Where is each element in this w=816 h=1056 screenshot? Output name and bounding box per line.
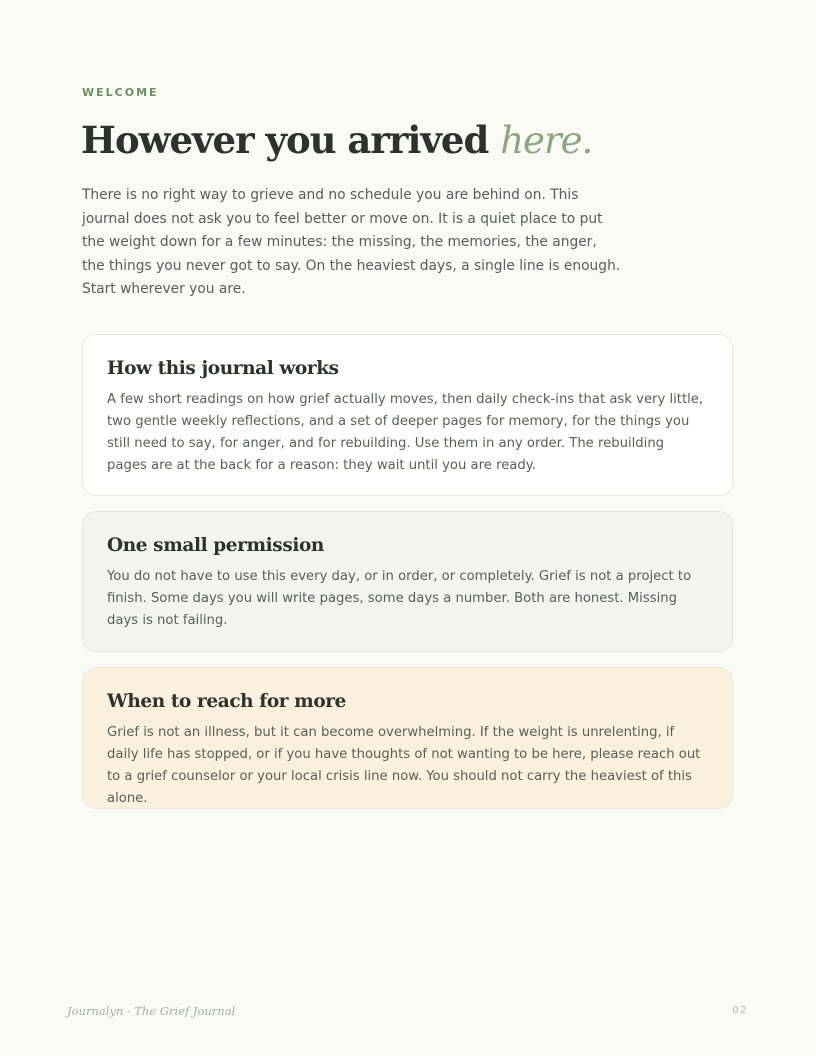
intro-paragraph: There is no right way to grieve and no schedule you are behind on. This journal does not ask you to feel better or move on. It is a quiet place to put the weight down for a few minutes: the missing, the memories, the anger, the things you never got to say. On the heaviest days, a single line is enough. Start wherever you are. bbox=[82, 187, 621, 297]
card-permission bbox=[82, 511, 733, 652]
page-title-main: However you arrived bbox=[81, 118, 501, 162]
page-number: 02 bbox=[732, 1005, 748, 1016]
card-title: One small permission bbox=[107, 535, 324, 556]
card-title: How this journal works bbox=[107, 358, 339, 379]
card-how-it-works bbox=[82, 334, 733, 496]
card-body: You do not have to use this every day, or in order, or completely. Grief is not a project to finish. Some days you will write pages, some days a number. Both are honest. Missing days is not failing. bbox=[107, 569, 692, 628]
card-reach-for-more bbox=[82, 667, 733, 809]
section-eyebrow: WELCOME bbox=[82, 86, 159, 99]
page-title bbox=[81, 114, 592, 167]
card-body: A few short readings on how grief actually moves, then daily check-ins that ask very little, two gentle weekly reflections, and a set of deeper pages for memory, for the things you still need to say, for anger, and for rebuilding. Use them in any order. The rebuilding pages are at the back for a reason: they wait until you are ready. bbox=[107, 392, 704, 473]
card-title: When to reach for more bbox=[107, 691, 346, 712]
page-title-accent: here. bbox=[500, 119, 593, 162]
card-body: Grief is not an illness, but it can become overwhelming. If the weight is unrelenting, if daily life has stopped, or if you have thoughts of not wanting to be here, please reach out to a grief counselor or your local crisis line now. You should not carry the heaviest of this alone. bbox=[107, 725, 701, 806]
footer-journal-title: Journalyn · The Grief Journal bbox=[67, 1004, 236, 1018]
